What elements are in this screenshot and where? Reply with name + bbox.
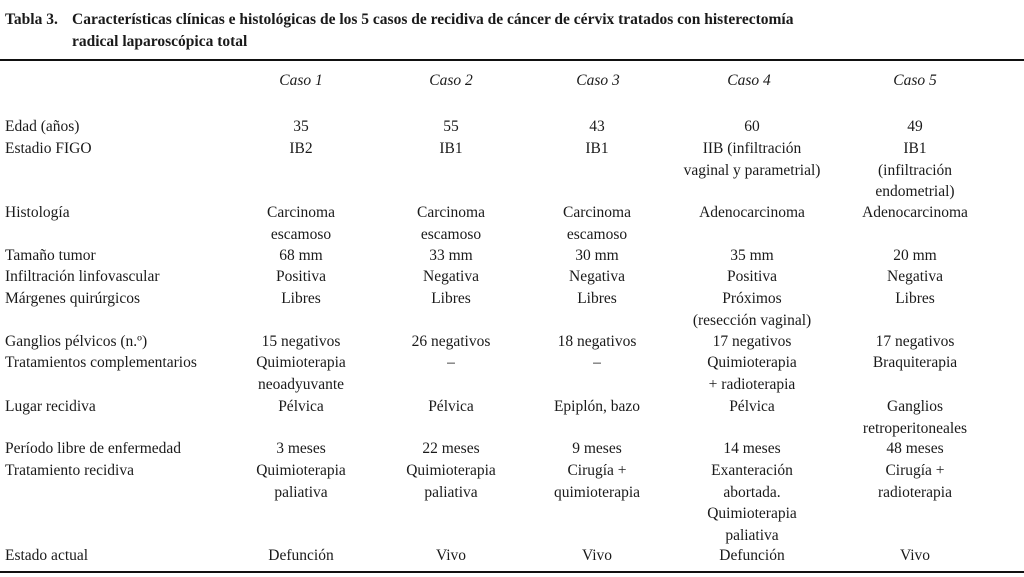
- cell-text: IIB (infiltración: [702, 140, 802, 157]
- table-cell: [366, 245, 536, 267]
- table-cell: [512, 460, 682, 503]
- cell-text: (resección vaginal): [692, 311, 812, 329]
- table-cell: [216, 116, 386, 138]
- row-label: Ganglios pélvicos (n.º): [5, 333, 148, 350]
- cell-text: Cirugía +: [567, 462, 627, 479]
- cell-text: Defunción: [268, 547, 334, 564]
- table-cell: [216, 438, 386, 460]
- cell-text: Carcinoma: [416, 204, 485, 221]
- table-cell: [366, 396, 536, 418]
- cell-text: escamoso: [420, 225, 482, 243]
- table-cell: [366, 331, 536, 353]
- table-cell: [216, 138, 386, 160]
- table-cell: [830, 460, 1000, 503]
- table-cell: [366, 266, 536, 288]
- cell-text: neoadyuvante: [257, 375, 345, 393]
- cell-text: Libres: [895, 290, 935, 307]
- table-cell: [216, 352, 386, 395]
- table-cell: [830, 396, 1000, 439]
- table-cell: [216, 460, 386, 503]
- table-cell: [216, 245, 386, 267]
- cell-text: 15 negativos: [261, 333, 341, 350]
- table-cell: [216, 396, 386, 418]
- cell-text: 55: [443, 118, 459, 135]
- cell-text: endometrial): [875, 183, 955, 200]
- table-cell: [830, 545, 1000, 567]
- table-cell: [512, 331, 682, 353]
- cell-text: Epiplón, bazo: [553, 398, 641, 415]
- cell-text: paliativa: [424, 483, 478, 501]
- table-cell: [366, 138, 536, 160]
- table-cell: [512, 202, 682, 245]
- cell-text: IB1: [585, 140, 609, 157]
- row-label: Tratamientos complementarios: [5, 354, 197, 371]
- cell-text: 60: [744, 118, 760, 135]
- cell-text: escamoso: [270, 225, 332, 243]
- cell-text: Quimioterapia: [406, 462, 496, 479]
- table-cell: [216, 545, 386, 567]
- cell-text: radioterapia: [877, 483, 952, 501]
- cell-text: Negativa: [423, 268, 479, 285]
- cell-text: IB2: [289, 140, 313, 157]
- cell-text: IB1: [903, 140, 927, 157]
- cell-text: Negativa: [569, 268, 625, 285]
- cell-text: 3 meses: [276, 440, 326, 457]
- column-header-caso-1: Caso 1: [279, 72, 323, 89]
- cell-text: Vivo: [435, 547, 467, 564]
- cell-text: 18 negativos: [557, 333, 637, 350]
- row-label: Edad (años): [5, 118, 80, 135]
- table-number: Tabla 3.: [5, 11, 58, 28]
- cell-text: Ganglios: [887, 398, 943, 415]
- cell-text: (infiltración: [877, 161, 953, 179]
- table-cell: [512, 396, 682, 418]
- table-cell: [830, 288, 1000, 310]
- table-cell: [512, 438, 682, 460]
- cell-text: Libres: [577, 290, 617, 307]
- table-cell: [216, 331, 386, 353]
- cell-text: retroperitoneales: [862, 419, 968, 437]
- top-rule: [0, 59, 1024, 61]
- cell-text: Negativa: [887, 268, 943, 285]
- table-cell: [512, 245, 682, 267]
- table-cell: [664, 352, 840, 395]
- cell-text: 26 negativos: [411, 333, 491, 350]
- cell-text: Braquiterapia: [872, 354, 958, 371]
- cell-text: 17 negativos: [875, 333, 955, 350]
- cell-text: Quimioterapia: [256, 354, 346, 371]
- table-cell: [664, 266, 840, 288]
- cell-text: Quimioterapia: [707, 505, 797, 522]
- cell-text: IB1: [439, 140, 463, 157]
- row-label: Tamaño tumor: [5, 247, 96, 264]
- cell-text: 43: [589, 118, 605, 135]
- table-cell: [664, 396, 840, 418]
- table-cell: [664, 202, 840, 224]
- table-cell: [664, 438, 840, 460]
- cell-text: quimioterapia: [553, 483, 641, 501]
- cell-text: Quimioterapia: [256, 462, 346, 479]
- table-cell: [830, 116, 1000, 138]
- bottom-rule: [0, 571, 1024, 573]
- table-cell: [830, 202, 1000, 224]
- cell-text: Vivo: [581, 547, 613, 564]
- cell-text: Libres: [281, 290, 321, 307]
- table-cell: [366, 116, 536, 138]
- table-cell: [512, 545, 682, 567]
- cell-text: 48 meses: [886, 440, 944, 457]
- table-cell: [366, 545, 536, 567]
- cell-text: Positiva: [727, 268, 777, 285]
- table-cell: [664, 331, 840, 353]
- cell-text: 22 meses: [422, 440, 480, 457]
- table-cell: [830, 438, 1000, 460]
- cell-text: Libres: [431, 290, 471, 307]
- cell-text: 14 meses: [723, 440, 781, 457]
- row-label: Tratamiento recidiva: [5, 462, 134, 479]
- table-cell: [830, 245, 1000, 267]
- table-cell: [366, 352, 536, 374]
- cell-text: vaginal y parametrial): [683, 161, 821, 179]
- cell-text: Quimioterapia: [707, 354, 797, 371]
- cell-text: –: [593, 354, 601, 371]
- cell-text: 9 meses: [572, 440, 622, 457]
- cell-text: 35: [293, 118, 309, 135]
- table-cell: [664, 460, 840, 546]
- cell-text: 17 negativos: [712, 333, 792, 350]
- table-cell: [366, 460, 536, 503]
- cell-text: Carcinoma: [266, 204, 335, 221]
- cell-text: paliativa: [725, 526, 779, 544]
- cell-text: Adenocarcinoma: [699, 204, 805, 221]
- table-cell: [664, 545, 840, 567]
- row-label: Histología: [5, 204, 70, 221]
- cell-text: Pélvica: [428, 398, 474, 415]
- table-cell: [830, 352, 1000, 374]
- cell-text: Exanteración: [711, 462, 793, 479]
- cell-text: Carcinoma: [562, 204, 631, 221]
- table-title: [5, 9, 1005, 53]
- cell-text: 30 mm: [575, 247, 619, 264]
- cell-text: escamoso: [566, 225, 628, 243]
- cell-text: Defunción: [719, 547, 785, 564]
- table-cell: [512, 352, 682, 374]
- table-cell: [512, 116, 682, 138]
- column-header-caso-3: Caso 3: [576, 72, 620, 89]
- table-title-line-2: radical laparoscópica total: [72, 33, 248, 50]
- column-header-caso-5: Caso 5: [893, 72, 937, 89]
- cell-text: + radioterapia: [708, 375, 796, 393]
- table-cell: [512, 138, 682, 160]
- cell-text: Positiva: [276, 268, 326, 285]
- table-cell: [216, 288, 386, 310]
- table-cell: [664, 138, 840, 181]
- cell-text: 33 mm: [429, 247, 473, 264]
- column-header-caso-4: Caso 4: [727, 72, 771, 89]
- table-cell: [830, 331, 1000, 353]
- row-label: Lugar recidiva: [5, 398, 96, 415]
- table-cell: [830, 266, 1000, 288]
- cell-text: –: [447, 354, 455, 371]
- table-cell: [664, 288, 840, 331]
- cell-text: paliativa: [274, 483, 328, 501]
- table-cell: [366, 202, 536, 245]
- table-cell: [664, 116, 840, 138]
- table-cell: [512, 288, 682, 310]
- cell-text: 68 mm: [279, 247, 323, 264]
- table-cell: [830, 138, 1000, 203]
- cell-text: Próximos: [722, 290, 782, 307]
- cell-text: Vivo: [899, 547, 931, 564]
- row-label: Infiltración linfovascular: [5, 268, 160, 285]
- table-cell: [216, 202, 386, 245]
- cell-text: Pélvica: [729, 398, 775, 415]
- column-header-caso-2: Caso 2: [429, 72, 473, 89]
- cell-text: 49: [907, 118, 923, 135]
- table-cell: [664, 245, 840, 267]
- table-title-line-1: Características clínicas e histológicas de los 5 casos de recidiva de cáncer de cérvix tratados con histerectomía: [72, 11, 794, 28]
- row-label: Márgenes quirúrgicos: [5, 290, 141, 307]
- cell-text: Adenocarcinoma: [862, 204, 968, 221]
- cell-text: 20 mm: [893, 247, 937, 264]
- cell-text: Cirugía +: [885, 462, 945, 479]
- table-cell: [512, 266, 682, 288]
- row-label: Estadio FIGO: [5, 140, 92, 157]
- cell-text: abortada.: [723, 483, 781, 501]
- cell-text: 35 mm: [730, 247, 774, 264]
- row-label: Estado actual: [5, 547, 89, 564]
- table-cell: [366, 288, 536, 310]
- table-cell: [216, 266, 386, 288]
- table-cell: [366, 438, 536, 460]
- cell-text: Pélvica: [278, 398, 324, 415]
- row-label: Período libre de enfermedad: [5, 440, 182, 457]
